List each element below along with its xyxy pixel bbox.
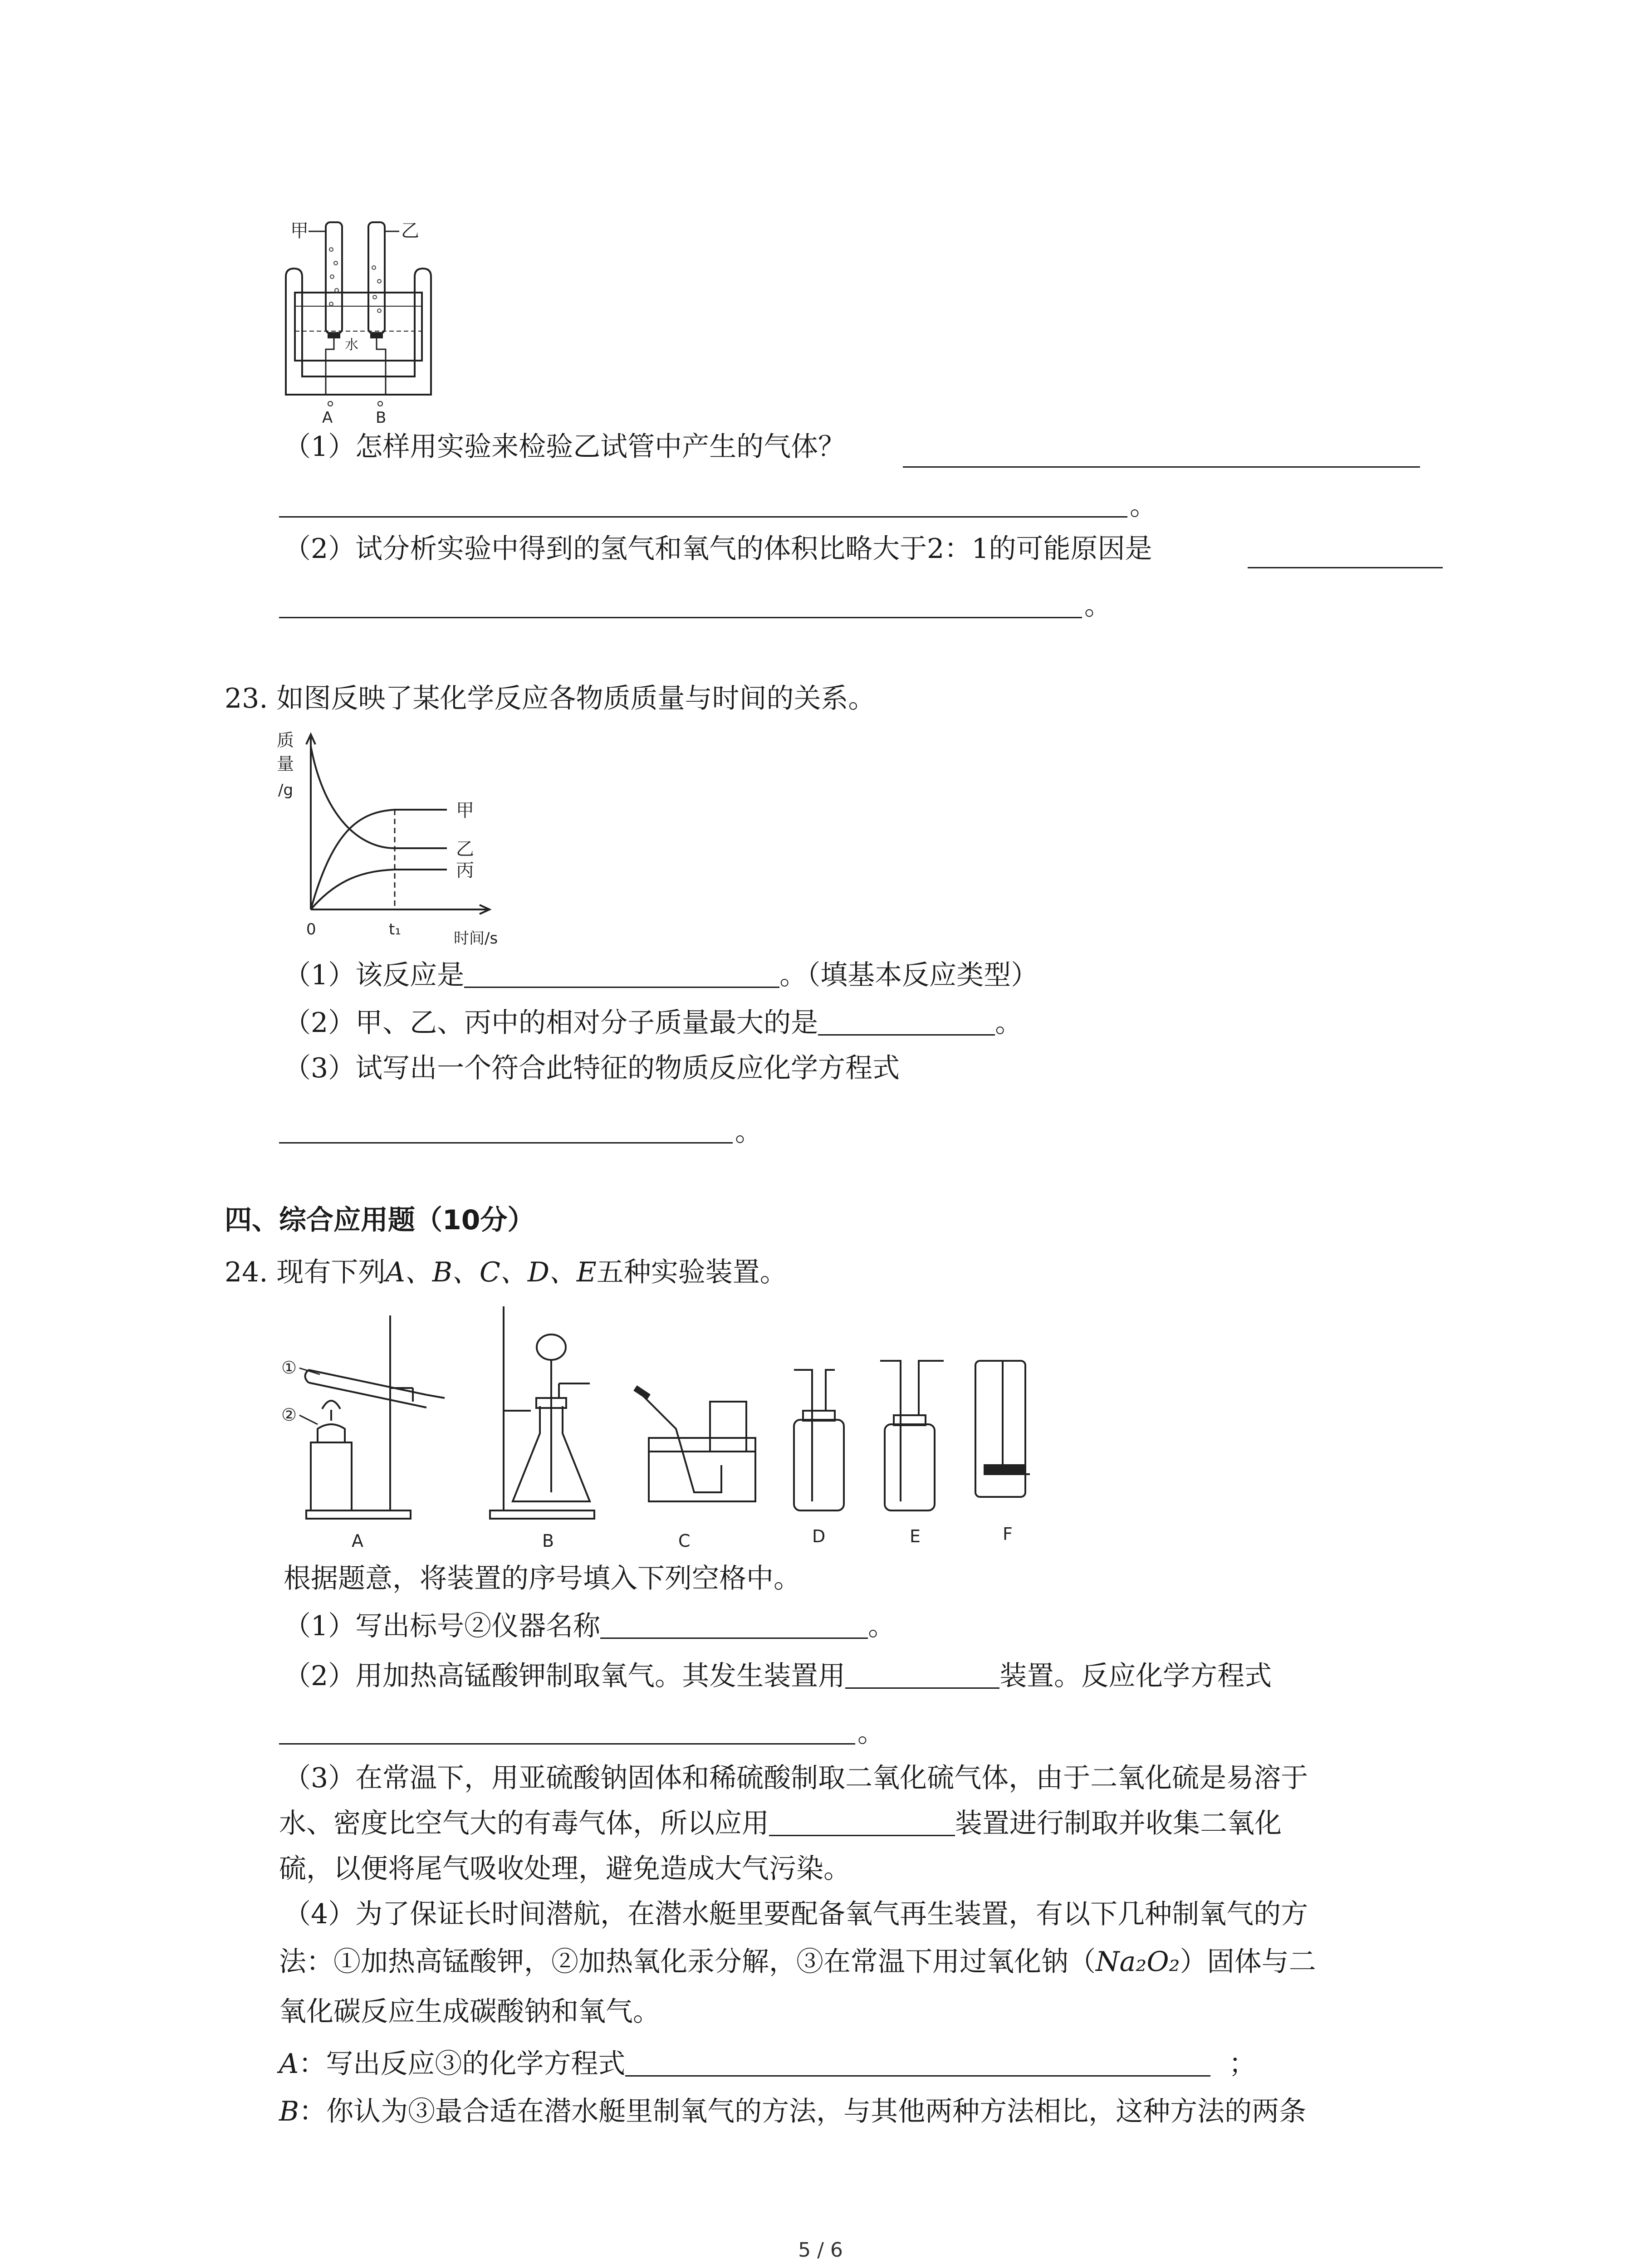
y-axis-label-2: 量 — [277, 754, 294, 774]
q23-part3-end: 。 — [735, 1116, 762, 1148]
series-bing-curve — [311, 870, 447, 909]
label-circle-2: ② — [281, 1405, 297, 1425]
q23-stem: 23. 如图反映了某化学反应各物质质量与时间的关系。 — [225, 683, 876, 714]
q22-part1-text: （1）怎样用实验来检验乙试管中产生的气体？ — [284, 431, 846, 463]
legend-bing: 丙 — [456, 860, 474, 881]
tube-label-jia: 甲 — [290, 220, 309, 241]
legend-jia: 甲 — [456, 800, 474, 821]
answer-blank-q24-2a[interactable] — [845, 1660, 999, 1689]
water-label: 水 — [345, 337, 358, 353]
apparatus-label-b: B — [542, 1531, 554, 1551]
x-tick-0: 0 — [306, 920, 316, 938]
y-axis-unit: /g — [278, 781, 294, 799]
section-title: 四、综合应用题（10分） — [225, 1204, 535, 1236]
q24-stem: 24. 现有下列A、B、C、D、E五种实验装置。 — [225, 1256, 787, 1288]
answer-blank-q24-2b[interactable] — [279, 1743, 855, 1745]
q24-part1: （1）写出标号②仪器名称 。 — [284, 1610, 896, 1642]
answer-blank-q22-2b[interactable] — [279, 617, 1082, 618]
apparatus-label-f: F — [1003, 1524, 1013, 1544]
formula-na2o2: Na₂O₂ — [1096, 1946, 1180, 1978]
apparatus-label-a: A — [352, 1531, 363, 1551]
q24-part2: （2）用加热高锰酸钾制取氧气。其发生装置用 装置。反应化学方程式 — [284, 1660, 1272, 1692]
electrode-label-b: B — [376, 409, 387, 426]
answer-blank-q22-2a[interactable] — [1248, 567, 1443, 568]
q24-part4-line1: （4）为了保证长时间潜航，在潜水艇里要配备氧气再生装置，有以下几种制氧气的方 — [284, 1898, 1308, 1930]
lab-apparatus-figure — [277, 1302, 1075, 1556]
q22-part2-end: 。 — [1084, 590, 1112, 621]
q22-part1-end: 。 — [1130, 490, 1157, 522]
mass-time-chart — [274, 728, 529, 946]
x-tick-t1: t₁ — [389, 920, 401, 938]
q24-part3-line2: 水、密度比空气大的有毒气体，所以应用 装置进行制取并收集二氧化 — [279, 1808, 1282, 1839]
electrolysis-apparatus-figure — [272, 213, 445, 426]
q23-part1: （1）该反应是 。（填基本反应类型） — [284, 959, 1038, 991]
apparatus-label-c: C — [678, 1531, 691, 1551]
apparatus-label-e: E — [910, 1526, 921, 1546]
answer-blank-q22-1b[interactable] — [279, 516, 1127, 518]
q22-part1 — [284, 429, 845, 465]
q22-part2 — [284, 531, 1152, 567]
y-axis-label-1: 质 — [277, 730, 294, 750]
answer-blank-q24-1[interactable] — [600, 1610, 868, 1639]
x-axis-label: 时间/s — [454, 929, 498, 946]
q24-part4-line2: 法：①加热高锰酸钾，②加热氧化汞分解，③在常温下用过氧化钠（Na₂O₂）固体与二 — [279, 1946, 1316, 1978]
tube-label-yi: 乙 — [401, 220, 419, 241]
page-number: 5 / 6 — [798, 2239, 843, 2262]
q24-part4-line3: 氧化碳反应生成碳酸钠和氧气。 — [279, 1996, 660, 2028]
q23-part3: （3）试写出一个符合此特征的物质反应化学方程式 — [284, 1052, 900, 1084]
answer-blank-q23-1[interactable] — [464, 959, 779, 988]
electrode-label-a: A — [322, 409, 333, 426]
q22-part2-text: （2）试分析实验中得到的氢气和氧气的体积比略大于2：1的可能原因是 — [284, 533, 1152, 565]
q23-part2: （2）甲、乙、丙中的相对分子质量最大的是 。 — [284, 1007, 1023, 1039]
answer-blank-q23-2[interactable] — [818, 1007, 995, 1036]
q24-part-b: B：你认为③最合适在潜水艇里制氧气的方法，与其他两种方法相比，这种方法的两条 — [279, 2096, 1307, 2127]
series-yi-curve — [311, 746, 447, 848]
legend-yi: 乙 — [456, 839, 474, 860]
apparatus-label-d: D — [812, 1526, 826, 1546]
series-jia-curve — [311, 810, 447, 909]
q24-part3-line1: （3）在常温下，用亚硫酸钠固体和稀硫酸制取二氧化硫气体，由于二氧化硫是易溶于 — [284, 1762, 1308, 1794]
answer-blank-q24-a[interactable] — [625, 2048, 1210, 2077]
label-circle-1: ① — [281, 1358, 297, 1378]
answer-blank-q22-1a[interactable] — [903, 466, 1420, 468]
q24-part2-end: 。 — [857, 1717, 885, 1749]
q24-part-a: A：写出反应③的化学方程式 ； — [279, 2048, 1256, 2080]
answer-blank-q23-3[interactable] — [279, 1142, 733, 1144]
q24-part3-line3: 硫，以便将尾气吸收处理，避免造成大气污染。 — [279, 1853, 851, 1885]
q24-intro: 根据题意，将装置的序号填入下列空格中。 — [284, 1563, 801, 1594]
answer-blank-q24-3[interactable] — [769, 1808, 955, 1836]
